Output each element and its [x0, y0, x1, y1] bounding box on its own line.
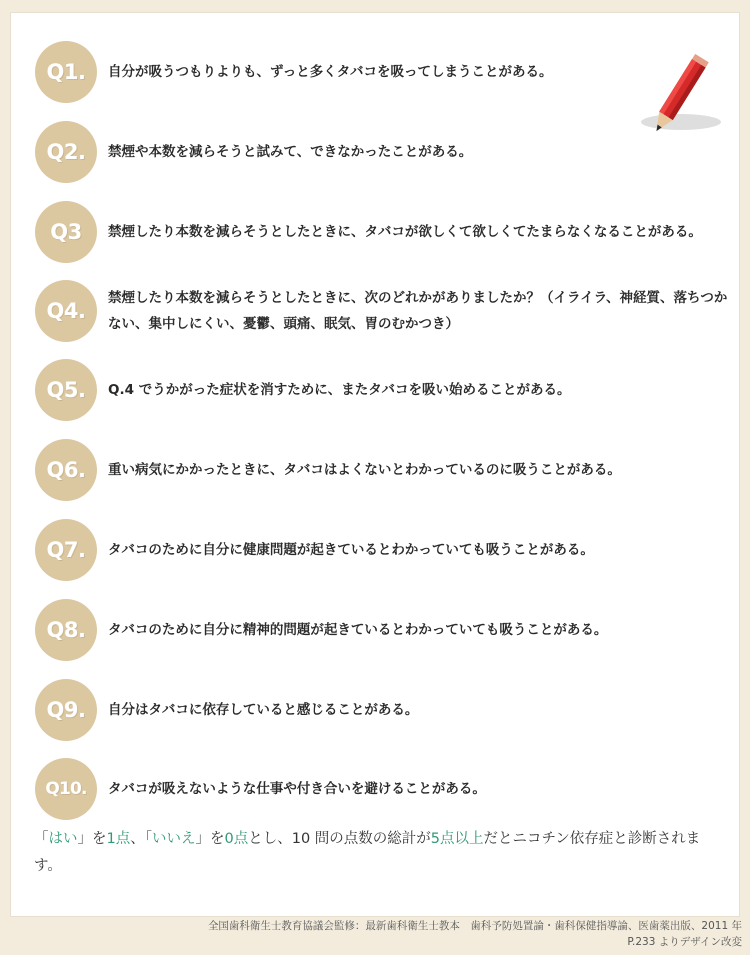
- source-line-1: 全国歯科衛生士教育協議会監修：最新歯科衛生士教本 歯科予防処置論・歯科保健指導論、医歯薬出版、2011 年: [207, 920, 742, 932]
- scoring-note: 「はい」を1点、「いいえ」を0点とし、10 問の点数の総計が5点以上だとニコチン依存症と診断されます。: [34, 831, 701, 874]
- question-1: [35, 41, 735, 105]
- question-number-badge: Q6.: [35, 439, 97, 501]
- question-number-badge: Q5.: [35, 359, 97, 421]
- checklist-card: [10, 12, 740, 917]
- question-text: Q.4 でうかがった症状を消すために、またタバコを吸い始めることがある。: [108, 382, 571, 398]
- question-text: 自分が吸うつもりよりも、ずっと多くタバコを吸ってしまうことがある。: [108, 64, 553, 80]
- question-number-badge: Q9.: [35, 679, 97, 741]
- question-9: [35, 679, 735, 743]
- no-label: いいえ: [151, 831, 196, 847]
- threshold-score: 5点以上: [430, 831, 484, 847]
- question-6: [35, 439, 735, 503]
- question-number-badge: Q4.: [35, 280, 97, 342]
- question-text: 自分はタバコに依存していると感じることがある。: [108, 702, 419, 718]
- question-number-badge: Q3: [35, 201, 97, 263]
- question-3: [35, 201, 735, 265]
- question-5: [35, 359, 735, 423]
- yes-label: はい: [48, 831, 78, 847]
- question-number-badge: Q7.: [35, 519, 97, 581]
- source-line-2: P.233 よりデザイン改変: [627, 936, 742, 948]
- question-text: タバコのために自分に精神的問題が起きているとわかっていても吸うことがある。: [108, 622, 608, 638]
- question-text: タバコのために自分に健康問題が起きているとわかっていても吸うことがある。: [108, 542, 594, 558]
- question-4: [35, 280, 735, 344]
- yes-score: 1点: [106, 831, 131, 847]
- no-score: 0点: [224, 831, 249, 847]
- question-text: 禁煙したり本数を減らそうとしたときに、タバコが欲しくて欲しくてたまらなくなることがある。: [108, 224, 702, 240]
- pencil-icon: [636, 37, 731, 137]
- question-2: [35, 121, 735, 185]
- question-text: 禁煙や本数を減らそうと試みて、できなかったことがある。: [108, 144, 473, 160]
- question-8: [35, 599, 735, 663]
- question-7: [35, 519, 735, 583]
- question-text: タバコが吸えないような仕事や付き合いを避けることがある。: [108, 781, 486, 797]
- question-text: 重い病気にかかったときに、タバコはよくないとわかっているのに吸うことがある。: [108, 462, 621, 478]
- source-citation: [208, 918, 742, 950]
- question-number-badge: Q10.: [35, 758, 97, 820]
- question-number-badge: Q8.: [35, 599, 97, 661]
- question-text: 禁煙したり本数を減らそうとしたときに、次のどれかがありましたか？（イライラ、神経質、落ちつかない、集中しにくい、憂鬱、頭痛、眠気、胃のむかつき）: [108, 290, 728, 332]
- question-10: [35, 758, 735, 822]
- question-number-badge: Q1.: [35, 41, 97, 103]
- question-number-badge: Q2.: [35, 121, 97, 183]
